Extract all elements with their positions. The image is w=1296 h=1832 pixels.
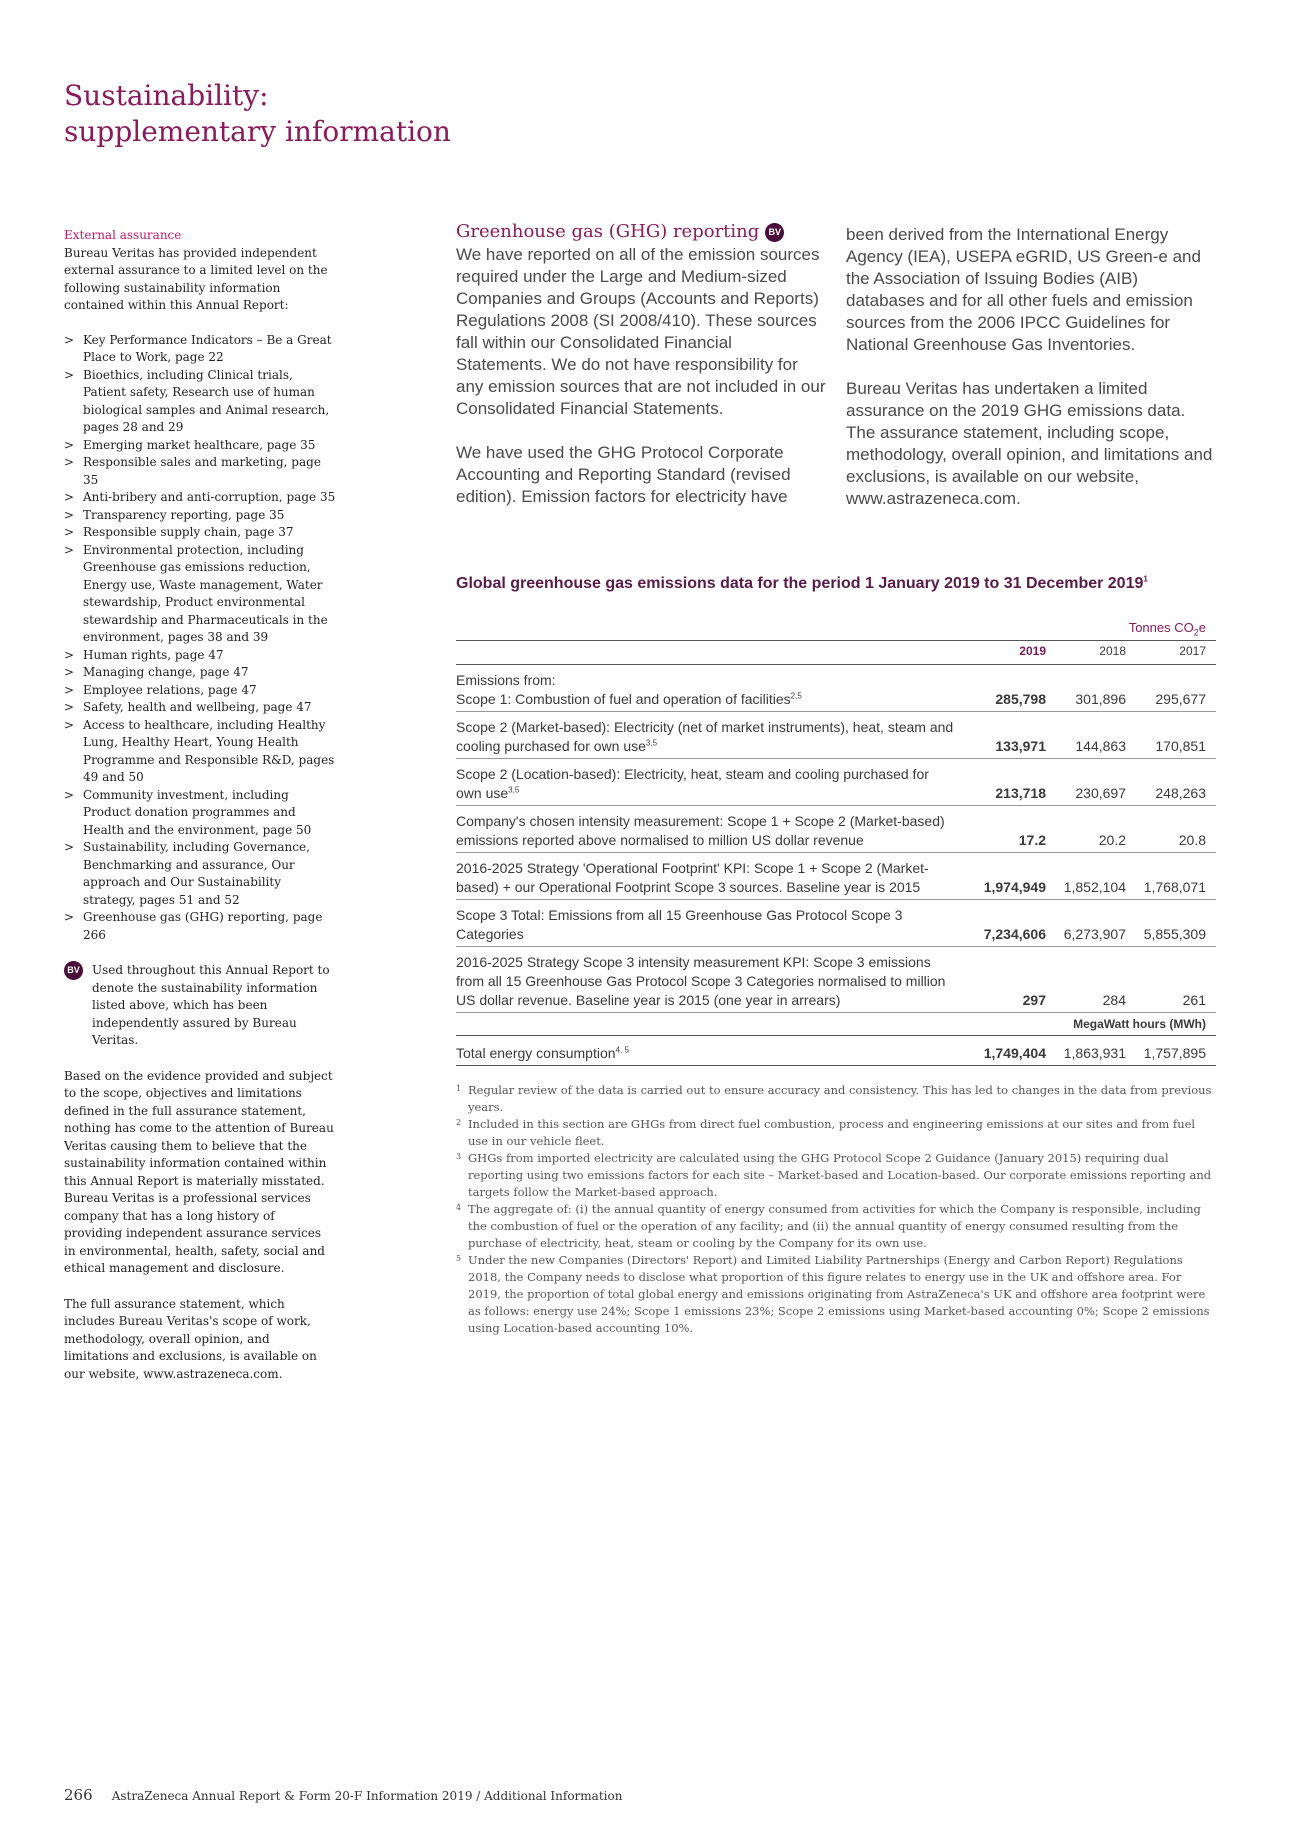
- list-item: [64, 909, 336, 944]
- row-label-text: 2016-2025 Strategy 'Operational Footprint' KPI: Scope 1 + Scope 2 (Market-based) + our Operational Footprint Scope 3 sources. Baseline year is 2015: [456, 859, 929, 895]
- cell-2017: 261: [1182, 991, 1206, 1008]
- cell-2019: 17.2: [1018, 831, 1046, 848]
- cell-2018: 1,863,931: [1063, 1044, 1126, 1061]
- list-item: [64, 507, 336, 525]
- footnote: [456, 1201, 1216, 1252]
- bullet-arrow-icon: >: [64, 787, 75, 802]
- year-header-2017: 2017: [1179, 643, 1206, 658]
- list-item-text: Key Performance Indicators – Be a Great Place to Work, page 22: [83, 332, 332, 364]
- footnote-text: GHGs from imported electricity are calculated using the GHG Protocol Scope 2 Guidance (January 2015) requiring dual reporting using two emissions factors for each site – Market-based and Location-based. Our corporate emissions reporting and targets follow the Market-based approach.: [468, 1151, 1212, 1199]
- table-row: [456, 806, 1216, 853]
- cell-2018: 284: [1102, 991, 1126, 1008]
- ghg-heading-text: Greenhouse gas (GHG) reporting: [456, 221, 760, 242]
- footnote: [456, 1150, 1216, 1201]
- cell-2017: 295,677: [1155, 690, 1206, 707]
- cell-2017: 248,263: [1155, 784, 1206, 801]
- ghg-paragraph-1: We have reported on all of the emission sources required under the Large and Medium-sized Companies and Groups (Accounts and Reports) Regulations 2008 (SI 2008/410). These sources fall within our Consolidated Financial Statements. We do not have responsibility for any emission sources that are not included in our Consolidated Financial Statements.: [456, 245, 826, 418]
- row-label-text: Total energy consumption: [456, 1044, 616, 1061]
- list-item: [64, 332, 336, 367]
- footer-text: AstraZeneca Annual Report & Form 20-F Information 2019 / Additional Information: [111, 1789, 623, 1803]
- year-header-2018: 2018: [1099, 643, 1126, 658]
- footnotes: [456, 1082, 1216, 1337]
- emissions-table-title: [456, 575, 1216, 593]
- row-label: [456, 671, 956, 709]
- row-label-text: Scope 2 (Location-based): Electricity, heat, steam and cooling purchased for own use: [456, 765, 929, 801]
- bullet-arrow-icon: >: [64, 700, 75, 714]
- footnote: [456, 1252, 1216, 1337]
- row-label: [456, 859, 956, 897]
- cell-2019: 213,718: [995, 784, 1046, 801]
- year-header-row: [456, 641, 1216, 665]
- list-item: [64, 787, 336, 840]
- list-item-text: Responsible supply chain, page 37: [83, 525, 294, 539]
- cell-2017: 170,851: [1155, 737, 1206, 754]
- assurance-paragraph: Based on the evidence provided and subject to the scope, objectives and limitations defined in the full assurance statement, nothing has come to the attention of Bureau Veritas causing them to believe that the sustainability information contained within this Annual Report is materially misstated. Bureau Veritas is a professional services company that has a long history of providing independent assurance services in environmental, health, safety, social and ethical management and disclosure.: [64, 1068, 334, 1275]
- external-assurance-heading: External assurance: [64, 228, 182, 242]
- cell-2019: 7,234,606: [983, 925, 1046, 942]
- bullet-arrow-icon: >: [64, 507, 75, 522]
- list-item-text: Community investment, including Product donation programmes and Health and the environment, page 50: [83, 787, 312, 837]
- bv-badge-icon: BV: [765, 223, 784, 242]
- list-item-text: Transparency reporting, page 35: [83, 507, 285, 522]
- external-assurance-section: [64, 227, 336, 1383]
- cell-2019: 133,971: [995, 737, 1046, 754]
- cell-2019: 285,798: [995, 690, 1046, 707]
- list-item-text: Employee relations, page 47: [83, 682, 257, 697]
- cell-2019: 297: [1022, 991, 1046, 1008]
- row-label-text: Company's chosen intensity measurement: Scope 1 + Scope 2 (Market-based) emissions reported above normalised to million US dollar revenue: [456, 812, 945, 848]
- footnote-text: The aggregate of: (i) the annual quantity of energy consumed from activities for which the Company is responsible, including the combustion of fuel or the operation of any facility; and (ii) the annual quantity of energy consumed resulting from the purchase of electricity, heat, steam or cooling by the Company for its own use.: [468, 1202, 1201, 1250]
- table-row: [456, 853, 1216, 900]
- list-item: [64, 454, 336, 489]
- list-item: [64, 524, 336, 542]
- page-title-line2: supplementary information: [64, 115, 451, 148]
- page-number: 266: [64, 1786, 93, 1804]
- cell-2018: 1,852,104: [1063, 878, 1126, 895]
- ghg-text-column-2: [846, 224, 1216, 510]
- bullet-arrow-icon: >: [64, 542, 75, 557]
- footnote-text: Regular review of the data is carried out to ensure accuracy and consistency. This has led to changes in the data from previous years.: [468, 1083, 1212, 1114]
- list-item-text: Sustainability, including Governance, Benchmarking and assurance, Our approach and Our Sustainability strategy, pages 51 and 52: [83, 840, 310, 907]
- list-item: [64, 489, 336, 507]
- cell-2018: 144,863: [1075, 737, 1126, 754]
- bullet-arrow-icon: >: [64, 717, 75, 732]
- cell-2018: 230,697: [1075, 784, 1126, 801]
- cell-2019: 1,974,949: [983, 878, 1046, 895]
- bullet-arrow-icon: >: [64, 455, 75, 469]
- list-item: [64, 699, 336, 717]
- emissions-rows: [456, 665, 1216, 1013]
- bv-badge-icon: BV: [64, 961, 83, 980]
- table-row: [456, 665, 1216, 712]
- page-footer: [64, 1785, 622, 1804]
- list-item-text: Greenhouse gas (GHG) reporting, page 266: [83, 910, 323, 942]
- row-label-text: Scope 1: Combustion of fuel and operation of facilities: [456, 690, 791, 707]
- assurance-statement-paragraph: The full assurance statement, which includes Bureau Veritas's scope of work, methodology, overall opinion, and limitations and exclusions, is available on our website, www.astrazeneca.com.: [64, 1296, 317, 1381]
- cell-2019: 1,749,404: [983, 1044, 1046, 1061]
- bullet-arrow-icon: >: [64, 437, 75, 452]
- bullet-arrow-icon: >: [64, 647, 75, 662]
- list-item-text: Managing change, page 47: [83, 665, 249, 679]
- footnote: [456, 1116, 1216, 1150]
- assured-items-list: [64, 332, 336, 945]
- cell-2017: 1,757,895: [1143, 1044, 1206, 1061]
- row-label: [456, 906, 956, 944]
- cell-2017: 20.8: [1178, 831, 1206, 848]
- row-label-text: Scope 2 (Market-based): Electricity (net of market instruments), heat, steam and cooling purchased for own use: [456, 718, 954, 754]
- list-item: [64, 437, 336, 455]
- row-label-sup: 3,5: [645, 737, 658, 747]
- cell-2018: 301,896: [1075, 690, 1126, 707]
- footnote-number: 5: [456, 1254, 462, 1263]
- footnote-number: 3: [456, 1152, 462, 1161]
- bv-legend: [64, 962, 336, 1050]
- row-label: [456, 718, 956, 756]
- row-label: [456, 812, 956, 850]
- emissions-from-label: Emissions from:: [456, 671, 556, 688]
- table-row-total-energy: [456, 1036, 1216, 1066]
- footnote-number: 2: [456, 1118, 462, 1127]
- table-row: [456, 900, 1216, 947]
- ghg-paragraph-3: been derived from the International Energy Agency (IEA), USEPA eGRID, US Green-e and the Association of Issuing Bodies (AIB) databases and for all other fuels and emission sources from the 2006 IPCC Guidelines for National Greenhouse Gas Inventories.: [846, 225, 1201, 354]
- emissions-table-title-text: Global greenhouse gas emissions data for the period 1 January 2019 to 31 December 2019: [456, 575, 1144, 592]
- page-title: [64, 78, 451, 150]
- row-label: [456, 953, 956, 1010]
- bullet-arrow-icon: >: [64, 490, 75, 504]
- row-label-sup: 3,5: [508, 784, 520, 794]
- row-label: [456, 1044, 956, 1063]
- bullet-arrow-icon: >: [64, 525, 75, 539]
- emissions-table: [456, 616, 1216, 1066]
- mwh-header: MegaWatt hours (MWh): [456, 1013, 1216, 1036]
- table-row: [456, 947, 1216, 1013]
- external-assurance-intro: Bureau Veritas has provided independent external assurance to a limited level on the following sustainability information contained within this Annual Report:: [64, 245, 328, 312]
- bullet-arrow-icon: >: [64, 332, 75, 347]
- list-item-text: Responsible sales and marketing, page 35: [83, 455, 321, 487]
- bullet-arrow-icon: >: [64, 367, 75, 382]
- cell-2017: 5,855,309: [1143, 925, 1206, 942]
- list-item-text: Human rights, page 47: [83, 647, 224, 662]
- ghg-paragraph-2: We have used the GHG Protocol Corporate Accounting and Reporting Standard (revised edition). Emission factors for electricity have: [456, 443, 791, 506]
- row-label: [456, 765, 956, 803]
- bullet-arrow-icon: >: [64, 910, 75, 924]
- list-item: [64, 682, 336, 700]
- list-item-text: Bioethics, including Clinical trials, Patient safety, Research use of human biological samples and Animal research, pages 28 and 29: [83, 367, 330, 434]
- bullet-arrow-icon: >: [64, 665, 75, 679]
- list-item: [64, 367, 336, 437]
- year-header-2019: 2019: [1019, 643, 1046, 658]
- cell-2017: 1,768,071: [1143, 878, 1206, 895]
- unit-suffix: e: [1198, 620, 1206, 635]
- list-item: [64, 839, 336, 909]
- list-item: [64, 542, 336, 647]
- row-label-text: Scope 3 Total: Emissions from all 15 Greenhouse Gas Protocol Scope 3 Categories: [456, 906, 903, 942]
- bullet-arrow-icon: >: [64, 682, 75, 697]
- table-row: [456, 759, 1216, 806]
- footnote-number: 4: [456, 1203, 462, 1212]
- emissions-table-title-sup: 1: [1143, 574, 1148, 584]
- list-item-text: Environmental protection, including Greenhouse gas emissions reduction, Energy use, Waste management, Water stewardship, Product environmental stewardship and Pharmaceuticals in the environment, pages 38 and 39: [83, 542, 328, 644]
- list-item-text: Safety, health and wellbeing, page 47: [83, 700, 312, 714]
- footnote-number: 1: [456, 1084, 462, 1093]
- table-row: [456, 712, 1216, 759]
- row-label-sup: 2,5: [790, 690, 802, 700]
- row-label-sup: 4, 5: [615, 1044, 629, 1054]
- unit-header: [456, 616, 1216, 641]
- row-label-text: 2016-2025 Strategy Scope 3 intensity measurement KPI: Scope 3 emissions from all 15 Greenhouse Gas Protocol Scope 3 Categories normalised to million US dollar revenue. Baseline year is 2015 (one year in arrears): [456, 953, 946, 1008]
- list-item: [64, 717, 336, 787]
- list-item-text: Anti-bribery and anti-corruption, page 35: [83, 490, 336, 504]
- cell-2018: 6,273,907: [1063, 925, 1126, 942]
- list-item-text: Emerging market healthcare, page 35: [83, 437, 316, 452]
- list-item-text: Access to healthcare, including Healthy Lung, Healthy Heart, Young Health Programme and Responsible R&D, pages 49 and 50: [83, 717, 335, 784]
- cell-2018: 20.2: [1098, 831, 1126, 848]
- footnote-text: Included in this section are GHGs from direct fuel combustion, process and engineering emissions at our sites and from fuel use in our vehicle fleet.: [468, 1117, 1196, 1148]
- list-item: [64, 647, 336, 665]
- page-title-line1: Sustainability:: [64, 79, 269, 112]
- unit-label: Tonnes CO: [1128, 620, 1194, 635]
- ghg-text-column-1: [456, 220, 826, 508]
- footnote-text: Under the new Companies (Directors' Report) and Limited Liability Partnerships (Energy and Carbon Report) Regulations 2018, the Company needs to disclose what proportion of this figure relates to energy use in the UK and offshore area. For 2019, the proportion of total global energy and emissions originating from AstraZeneca's UK and offshore area footprint were as follows: energy use 24%; Scope 1 emissions 23%; Scope 2 emissions using Market-based accounting 0%; Scope 2 emissions using Location-based accounting 10%.: [468, 1253, 1210, 1335]
- ghg-paragraph-4: Bureau Veritas has undertaken a limited assurance on the 2019 GHG emissions data. The assurance statement, including scope, methodology, overall opinion, and limitations and exclusions, is available on our website, www.astrazeneca.com.: [846, 379, 1213, 508]
- ghg-heading: [456, 220, 826, 244]
- footnote: [456, 1082, 1216, 1116]
- list-item: [64, 664, 336, 682]
- bullet-arrow-icon: >: [64, 840, 75, 854]
- bv-legend-text: Used throughout this Annual Report to denote the sustainability information listed above, which has been independently assured by Bureau Veritas.: [92, 963, 330, 1047]
- unit-sub: 2: [1193, 627, 1199, 638]
